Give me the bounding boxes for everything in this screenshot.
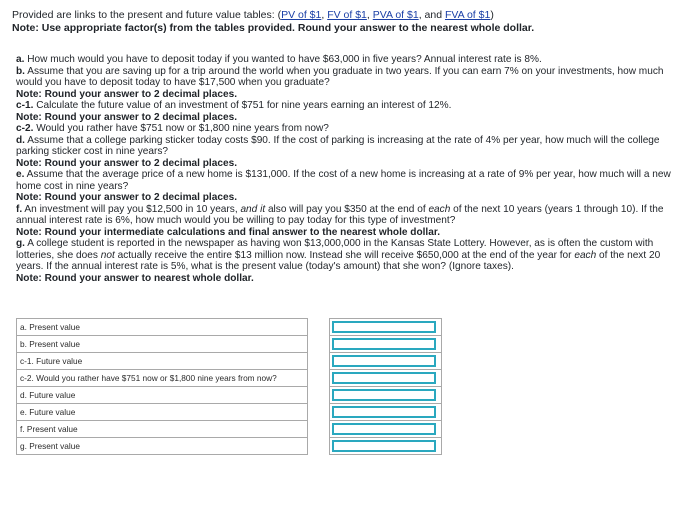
table-row xyxy=(17,336,442,353)
row-label: b. Present value xyxy=(17,336,308,353)
row-label: e. Future value xyxy=(17,404,308,421)
intro-note: Note: Use appropriate factor(s) from the tables provided. Round your answer to the nearest whole dollar. xyxy=(12,21,535,34)
link-pva-of-1[interactable]: PVA of $1 xyxy=(372,9,419,21)
row-label: f. Present value xyxy=(17,421,308,438)
answer-c1-input[interactable] xyxy=(332,355,436,367)
question-a: a. How much would you have to deposit today if you wanted to have $63,000 in five years? Annual interest rate is 8%. xyxy=(16,54,542,65)
row-label: d. Future value xyxy=(17,387,308,404)
question-c1: c-1. Calculate the future value of an investment of $751 for nine years earning an interest of 12%. xyxy=(16,100,452,111)
note-round-f: Note: Round your intermediate calculations and final answer to the nearest whole dollar. xyxy=(16,226,441,238)
note-round-g: Note: Round your answer to nearest whole dollar. xyxy=(16,272,254,284)
question-e: e. Assume that the average price of a new home is $131,000. If the cost of a new home is increasing at a rate of 9% per year, how much will a new home cost in nine years? xyxy=(16,169,671,192)
row-label: g. Present value xyxy=(17,438,308,455)
link-fva-of-1[interactable]: FVA of $1 xyxy=(444,9,491,21)
table-row xyxy=(17,404,442,421)
question-c2: c-2. Would you rather have $751 now or $1,800 nine years from now? xyxy=(16,123,329,134)
table-row xyxy=(17,319,442,336)
row-label: c-1. Future value xyxy=(17,353,308,370)
note-round-d: Note: Round your answer to 2 decimal places. xyxy=(16,157,237,169)
answer-c2-input[interactable] xyxy=(332,372,436,384)
answer-e-input[interactable] xyxy=(332,406,436,418)
intro-lead: Provided are links to the present and future value tables: ( xyxy=(12,9,282,21)
table-row xyxy=(17,353,442,370)
question-b: b. Assume that you are saving up for a trip around the world when you graduate in two years. If you can earn 7% on your investments, how much would you have to deposit today to have $17,500 when you graduate? xyxy=(16,65,664,88)
note-round-e: Note: Round your answer to 2 decimal places. xyxy=(16,192,237,203)
question-d: d. Assume that a college parking sticker today costs $90. If the cost of parking is increasing at the rate of 4% per year, how much will the college parking sticker cost in nine years? xyxy=(16,134,660,157)
table-row xyxy=(17,421,442,438)
questions xyxy=(16,54,688,284)
question-g: g. A college student is reported in the newspaper as having won $13,000,000 in the Kansas State Lottery. However, as is often the custom with lotteries, she does not actually receive the entire $13 million now. Instead she will receive $650,000 at the end of the year for each of the next 20 years. If the annual interest rate is 5%, what is the present value (today's amount) that she won? (Ignore taxes). xyxy=(16,238,661,272)
link-fv-of-1[interactable]: FV of $1 xyxy=(327,9,367,21)
table-row xyxy=(17,387,442,404)
row-label: c-2. Would you rather have $751 now or $1,800 nine years from now? xyxy=(17,370,308,387)
answer-f-input[interactable] xyxy=(332,423,436,435)
intro-links-line: Provided are links to the present and future value tables: (PV of $1, FV of $1, PVA of $1, and FVA of $1) xyxy=(12,9,494,21)
table-row xyxy=(17,370,442,387)
row-label: a. Present value xyxy=(17,319,308,336)
note-round-b: Note: Round your answer to 2 decimal places. xyxy=(16,88,237,100)
answer-b-input[interactable] xyxy=(332,338,436,350)
link-pv-of-1[interactable]: PV of $1 xyxy=(281,9,322,21)
answer-d-input[interactable] xyxy=(332,389,436,401)
intro xyxy=(12,9,692,34)
note-round-c1: Note: Round your answer to 2 decimal places. xyxy=(16,111,237,123)
table-row xyxy=(17,438,442,455)
answer-g-input[interactable] xyxy=(332,440,436,452)
answer-a-input[interactable] xyxy=(332,321,436,333)
question-f: f. An investment will pay you $12,500 in 10 years, and it also will pay you $350 at the end of each of the next 10 years (years 1 through 10). If the annual interest rate is 6%, how much would you be willing to pay today for this type of investment? xyxy=(16,203,664,226)
answer-table xyxy=(16,318,442,455)
